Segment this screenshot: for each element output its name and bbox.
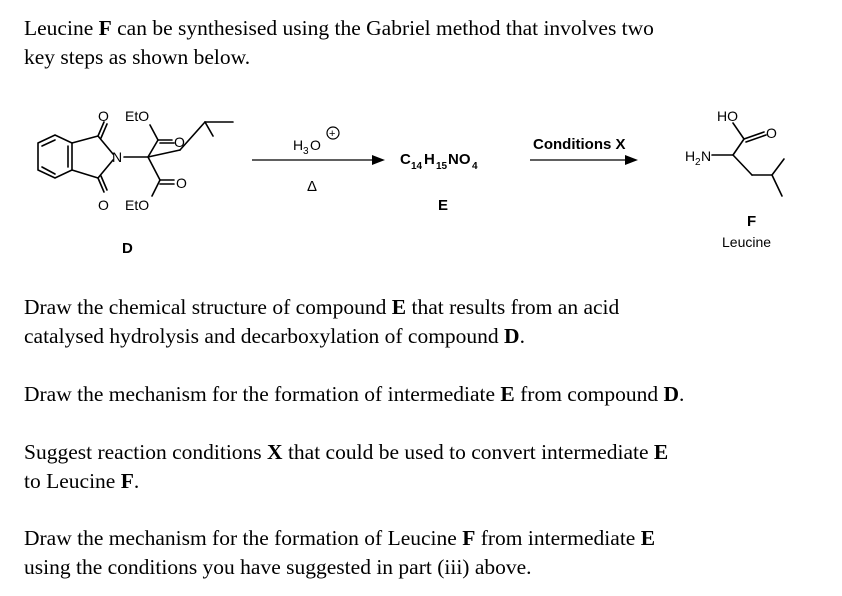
intro-line-2: key steps as shown below. [24, 45, 251, 69]
q2-bold-d: D [663, 382, 679, 406]
leucine-f-label: F [747, 213, 757, 230]
q1-text-3: catalysed hydrolysis and decarboxylation of compound [24, 324, 505, 348]
d-o-bottom: O [98, 197, 109, 213]
d-eto-top: EtO [125, 108, 150, 124]
q3-text-3: to Leucine [24, 469, 121, 493]
q4-bold-f: F [462, 526, 476, 550]
intro-paragraph [24, 14, 654, 72]
f-ho: HO [717, 108, 738, 124]
q3-end: . [133, 469, 140, 493]
reagent-o: O [310, 137, 321, 153]
q1-bold-d: D [504, 324, 520, 348]
arrow-head-2 [625, 155, 638, 165]
q3-bold-e: E [653, 440, 669, 464]
q1-text: Draw the chemical structure of compound [24, 295, 392, 319]
e-formula-no: NO [448, 151, 471, 168]
e-formula-c: C [400, 151, 411, 168]
compound-d-structure [38, 122, 233, 196]
d-eto-bottom: EtO [125, 197, 150, 213]
intermediate-e-label: E [438, 197, 449, 214]
f-nh2-sub: 2 [695, 157, 701, 168]
q4-text-3: using the conditions you have suggested in part (iii) above. [24, 555, 532, 579]
intro-text: Leucine [24, 16, 99, 40]
d-n-atom: N [112, 149, 123, 165]
charge-sign: + [329, 128, 336, 140]
reagent-sub: 3 [303, 146, 309, 157]
q2-text: Draw the mechanism for the formation of intermediate [24, 382, 501, 406]
compound-d-label: D [122, 240, 133, 257]
q2-end: . [678, 382, 685, 406]
q1-end: . [519, 324, 525, 348]
d-o-ester-2: O [176, 175, 187, 191]
q3-bold-f: F [120, 469, 134, 493]
e-formula-c-sub: 14 [411, 161, 423, 172]
f-nh2-h: H [685, 148, 696, 164]
e-formula-h: H [424, 151, 435, 168]
q3-text-2: that could be used to convert intermediate [282, 440, 654, 464]
question-4 [24, 524, 655, 582]
heat-symbol: Δ [307, 178, 318, 195]
leucine-name: Leucine [722, 234, 772, 250]
q4-text: Draw the mechanism for the formation of Leucine [24, 526, 463, 550]
q1-text-2: that results from an acid [406, 295, 620, 319]
question-2 [24, 380, 684, 409]
q4-bold-e: E [640, 526, 656, 550]
q1-bold-e: E [391, 295, 407, 319]
d-o-ester-1: O [174, 134, 185, 150]
f-o-carbonyl: O [766, 125, 777, 141]
question-1 [24, 293, 619, 351]
intro-bold-f: F [98, 16, 112, 40]
reaction-scheme [0, 95, 842, 285]
reagent-h: H [293, 137, 304, 153]
q3-text: Suggest reaction conditions [24, 440, 268, 464]
f-nh2-n: N [701, 148, 712, 164]
e-formula-no-sub: 4 [472, 161, 478, 172]
d-o-top: O [98, 108, 109, 124]
q3-bold-x: X [267, 440, 283, 464]
arrow-head-1 [372, 155, 385, 165]
e-formula-h-sub: 15 [436, 161, 448, 172]
q2-bold-e: E [500, 382, 515, 406]
q4-text-2: from intermediate [475, 526, 641, 550]
conditions-x-label: Conditions X [533, 136, 626, 153]
intro-text-2: can be synthesised using the Gabriel method that involves two [111, 16, 654, 40]
question-3 [24, 438, 668, 496]
benzene-ring [38, 135, 72, 178]
q2-text-2: from compound [514, 382, 664, 406]
